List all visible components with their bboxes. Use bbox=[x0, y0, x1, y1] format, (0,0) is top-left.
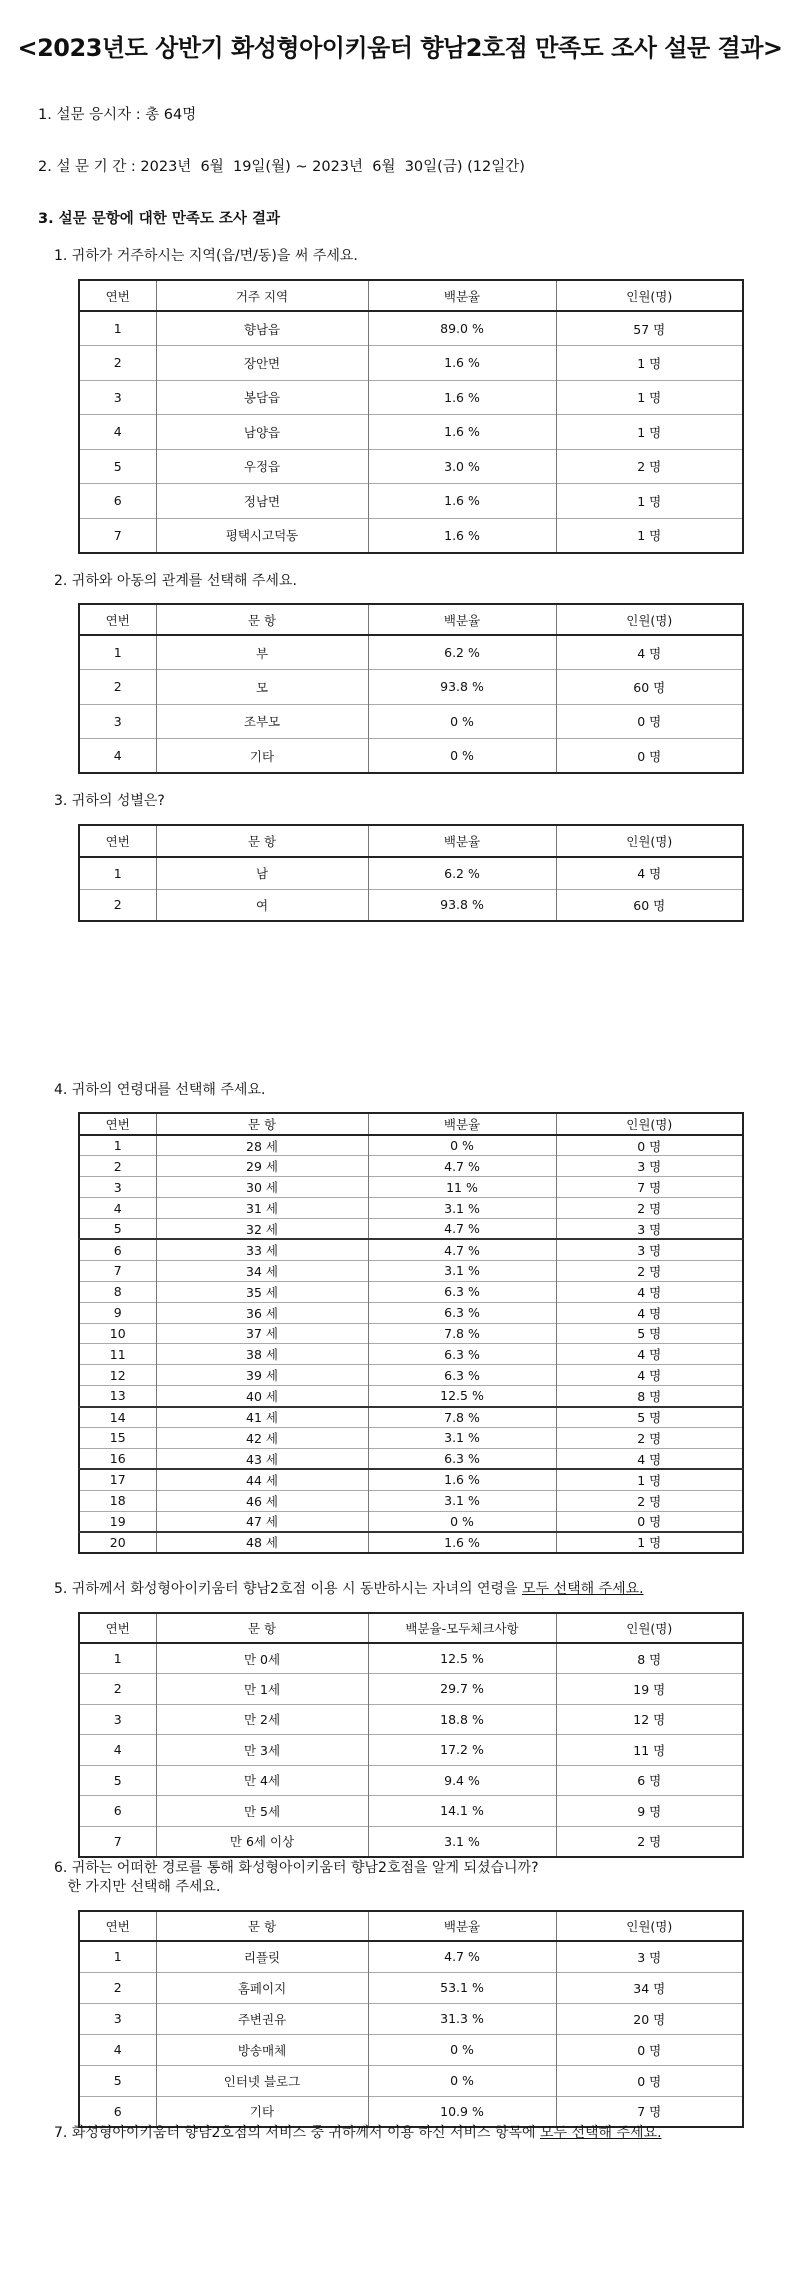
count-cell: 6 명 bbox=[556, 1765, 743, 1796]
column-header: 연번 bbox=[79, 1613, 156, 1643]
count-cell: 4 명 bbox=[556, 635, 743, 670]
period-line: 2. 설 문 기 간 : 2023년 6월 19일(월) ~ 2023년 6월 30일(금) (12일간) bbox=[38, 159, 525, 175]
count-cell: 9 명 bbox=[556, 1796, 743, 1827]
row-number-cell: 7 bbox=[113, 1263, 122, 1279]
item-cell: 기타 bbox=[156, 2096, 368, 2127]
row-number-cell: 16 bbox=[109, 1451, 126, 1467]
item-cell: 만 5세 bbox=[156, 1796, 368, 1827]
count-cell: 4 명 bbox=[556, 1302, 743, 1323]
column-header: 백분율 bbox=[368, 825, 556, 857]
item-cell: 42 세 bbox=[156, 1427, 368, 1448]
question-6 bbox=[54, 1859, 539, 1897]
count-cell: 2 명 bbox=[556, 1260, 743, 1281]
percent-cell: 12.5 % bbox=[368, 1643, 556, 1674]
percent-cell: 6.2 % bbox=[368, 857, 556, 889]
row-number-cell: 20 bbox=[109, 1534, 126, 1550]
item-cell: 남양읍 bbox=[156, 415, 368, 450]
table-row bbox=[79, 380, 743, 415]
table-row bbox=[79, 346, 743, 381]
count-cell: 1 명 bbox=[556, 518, 743, 553]
row-number-cell: 3 bbox=[113, 389, 122, 405]
row-number-cell: 4 bbox=[113, 1742, 122, 1758]
percent-cell: 6.3 % bbox=[368, 1344, 556, 1365]
row-number-cell: 2 bbox=[113, 679, 122, 695]
percent-cell: 10.9 % bbox=[368, 2096, 556, 2127]
child-age-table bbox=[78, 1612, 744, 1858]
row-number-cell: 5 bbox=[113, 458, 122, 474]
percent-cell: 6.3 % bbox=[368, 1302, 556, 1323]
count-cell: 1 명 bbox=[556, 1469, 743, 1490]
table-row bbox=[79, 415, 743, 450]
percent-cell: 93.8 % bbox=[368, 670, 556, 705]
row-number-cell: 1 bbox=[113, 645, 122, 660]
row-number-cell: 1 bbox=[113, 865, 122, 881]
question-4: 4. 귀하의 연령대를 선택해 주세요. bbox=[54, 1082, 266, 1098]
relation-table bbox=[78, 603, 744, 774]
item-cell: 41 세 bbox=[156, 1407, 368, 1428]
percent-cell: 1.6 % bbox=[368, 518, 556, 553]
row-number-cell: 3 bbox=[113, 1179, 122, 1195]
table-row bbox=[79, 1643, 743, 1674]
row-number-cell: 19 bbox=[109, 1513, 126, 1529]
percent-cell: 9.4 % bbox=[368, 1765, 556, 1796]
item-cell: 46 세 bbox=[156, 1490, 368, 1511]
question-7-emphasis: 모두 선택해 주세요. bbox=[540, 2125, 662, 2141]
count-cell: 34 명 bbox=[556, 1972, 743, 2003]
column-header: 연번 bbox=[79, 1911, 156, 1941]
count-cell: 57 명 bbox=[556, 311, 743, 346]
row-number-cell: 4 bbox=[113, 1200, 122, 1216]
table-row bbox=[79, 1674, 743, 1705]
row-number-cell: 18 bbox=[109, 1493, 126, 1509]
count-cell: 19 명 bbox=[556, 1674, 743, 1705]
table-row bbox=[79, 1281, 743, 1302]
count-cell: 3 명 bbox=[556, 1219, 743, 1240]
gender-table bbox=[78, 824, 744, 922]
question-5-text: 5. 귀하께서 화성형아이키움터 향남2호점 이용 시 동반하시는 자녀의 연령을 bbox=[54, 1581, 523, 1597]
item-cell: 부 bbox=[156, 635, 368, 670]
table-row bbox=[79, 1972, 743, 2003]
count-cell: 1 명 bbox=[556, 346, 743, 381]
respondents-line: 1. 설문 응시자 : 총 64명 bbox=[38, 107, 197, 123]
column-header: 백분율-모두체크사항 bbox=[368, 1613, 556, 1643]
item-cell: 주변권유 bbox=[156, 2003, 368, 2034]
row-number-cell: 2 bbox=[113, 1158, 122, 1174]
table-row bbox=[79, 1826, 743, 1857]
item-cell: 방송매체 bbox=[156, 2034, 368, 2065]
column-header: 백분율 bbox=[368, 604, 556, 635]
count-cell: 0 명 bbox=[556, 739, 743, 774]
table-row bbox=[79, 1511, 743, 1532]
percent-cell: 3.1 % bbox=[368, 1490, 556, 1511]
question-5 bbox=[54, 1580, 644, 1599]
column-header: 문 항 bbox=[156, 825, 368, 857]
row-number-cell: 4 bbox=[113, 2042, 122, 2057]
table-row bbox=[79, 1156, 743, 1177]
table-row bbox=[79, 739, 743, 774]
item-cell: 평택시고덕동 bbox=[156, 518, 368, 553]
row-number-cell: 2 bbox=[113, 1681, 122, 1697]
table-row bbox=[79, 449, 743, 484]
column-header: 거주 지역 bbox=[156, 280, 368, 311]
row-number-cell: 1 bbox=[113, 1949, 122, 1965]
item-cell: 봉담읍 bbox=[156, 380, 368, 415]
percent-cell: 0 % bbox=[368, 739, 556, 774]
count-cell: 4 명 bbox=[556, 857, 743, 889]
item-cell: 29 세 bbox=[156, 1156, 368, 1177]
item-cell: 기타 bbox=[156, 739, 368, 774]
item-cell: 43 세 bbox=[156, 1448, 368, 1469]
item-cell: 만 3세 bbox=[156, 1735, 368, 1766]
row-number-cell: 2 bbox=[113, 355, 122, 371]
table-header-row bbox=[79, 280, 743, 311]
item-cell: 35 세 bbox=[156, 1281, 368, 1302]
table-row bbox=[79, 1427, 743, 1448]
column-header: 인원(명) bbox=[556, 1911, 743, 1941]
row-number-cell: 4 bbox=[113, 424, 122, 440]
table-header-row bbox=[79, 1113, 743, 1135]
count-cell: 20 명 bbox=[556, 2003, 743, 2034]
region-table bbox=[78, 279, 744, 554]
document-title: <2023년도 상반기 화성형아이키움터 향남2호점 만족도 조사 설문 결과> bbox=[17, 34, 783, 62]
row-number-cell: 3 bbox=[113, 1711, 122, 1727]
row-number-cell: 12 bbox=[109, 1367, 126, 1383]
row-number-cell: 6 bbox=[113, 1803, 122, 1819]
question-7-text: 7. 화성형아이키움터 향남2호점의 서비스 중 귀하께서 이용 하신 서비스 항목에 bbox=[54, 2125, 541, 2141]
item-cell: 만 0세 bbox=[156, 1643, 368, 1674]
table-row bbox=[79, 704, 743, 739]
percent-cell: 4.7 % bbox=[368, 1219, 556, 1240]
column-header: 연번 bbox=[79, 825, 156, 857]
question-6-line-2: 한 가지만 선택해 주세요. bbox=[54, 1879, 221, 1895]
count-cell: 5 명 bbox=[556, 1323, 743, 1344]
table-row bbox=[79, 1302, 743, 1323]
row-number-cell: 8 bbox=[113, 1284, 122, 1300]
count-cell: 0 명 bbox=[556, 1135, 743, 1156]
count-cell: 7 명 bbox=[556, 2096, 743, 2127]
percent-cell: 89.0 % bbox=[368, 311, 556, 346]
count-cell: 7 명 bbox=[556, 1177, 743, 1198]
percent-cell: 1.6 % bbox=[368, 415, 556, 450]
percent-cell: 1.6 % bbox=[368, 380, 556, 415]
item-cell: 만 2세 bbox=[156, 1704, 368, 1735]
item-cell: 모 bbox=[156, 670, 368, 705]
column-header: 인원(명) bbox=[556, 280, 743, 311]
column-header: 백분율 bbox=[368, 280, 556, 311]
count-cell: 1 명 bbox=[556, 484, 743, 519]
item-cell: 36 세 bbox=[156, 1302, 368, 1323]
count-cell: 4 명 bbox=[556, 1448, 743, 1469]
column-header: 백분율 bbox=[368, 1911, 556, 1941]
item-cell: 28 세 bbox=[156, 1135, 368, 1156]
question-2: 2. 귀하와 아동의 관계를 선택해 주세요. bbox=[54, 573, 297, 589]
question-3: 3. 귀하의 성별은? bbox=[54, 793, 165, 809]
age-table bbox=[78, 1112, 744, 1554]
percent-cell: 1.6 % bbox=[368, 346, 556, 381]
column-header: 문 항 bbox=[156, 1113, 368, 1135]
count-cell: 12 명 bbox=[556, 1704, 743, 1735]
table-header-row bbox=[79, 1613, 743, 1643]
table-row bbox=[79, 1941, 743, 1972]
count-cell: 2 명 bbox=[556, 1490, 743, 1511]
percent-cell: 0 % bbox=[368, 2034, 556, 2065]
item-cell: 44 세 bbox=[156, 1469, 368, 1490]
count-cell: 2 명 bbox=[556, 449, 743, 484]
column-header: 인원(명) bbox=[556, 1113, 743, 1135]
count-cell: 1 명 bbox=[556, 1532, 743, 1553]
question-6-line-1: 6. 귀하는 어떠한 경로를 통해 화성형아이키움터 향남2호점을 알게 되셨습니까? bbox=[54, 1860, 539, 1876]
column-header: 문 항 bbox=[156, 604, 368, 635]
item-cell: 38 세 bbox=[156, 1344, 368, 1365]
row-number-cell: 1 bbox=[113, 1651, 122, 1666]
row-number-cell: 10 bbox=[109, 1325, 126, 1341]
percent-cell: 6.2 % bbox=[368, 635, 556, 670]
table-row bbox=[79, 1177, 743, 1198]
percent-cell: 29.7 % bbox=[368, 1674, 556, 1705]
row-number-cell: 9 bbox=[113, 1305, 122, 1321]
row-number-cell: 5 bbox=[113, 1772, 122, 1788]
table-row bbox=[79, 1735, 743, 1766]
count-cell: 3 명 bbox=[556, 1239, 743, 1260]
table-row bbox=[79, 518, 743, 553]
percent-cell: 0 % bbox=[368, 1135, 556, 1156]
count-cell: 5 명 bbox=[556, 1407, 743, 1428]
column-header: 연번 bbox=[79, 1113, 156, 1135]
table-row bbox=[79, 1704, 743, 1735]
count-cell: 0 명 bbox=[556, 2065, 743, 2096]
row-number-cell: 7 bbox=[113, 527, 122, 543]
percent-cell: 3.0 % bbox=[368, 449, 556, 484]
table-row bbox=[79, 1532, 743, 1553]
table-row bbox=[79, 1765, 743, 1796]
percent-cell: 12.5 % bbox=[368, 1386, 556, 1407]
count-cell: 1 명 bbox=[556, 415, 743, 450]
percent-cell: 6.3 % bbox=[368, 1281, 556, 1302]
percent-cell: 7.8 % bbox=[368, 1323, 556, 1344]
table-row bbox=[79, 2003, 743, 2034]
percent-cell: 0 % bbox=[368, 2065, 556, 2096]
item-cell: 향남읍 bbox=[156, 311, 368, 346]
row-number-cell: 15 bbox=[109, 1430, 126, 1446]
percent-cell: 18.8 % bbox=[368, 1704, 556, 1735]
count-cell: 11 명 bbox=[556, 1735, 743, 1766]
item-cell: 리플릿 bbox=[156, 1941, 368, 1972]
row-number-cell: 2 bbox=[113, 897, 122, 913]
count-cell: 4 명 bbox=[556, 1281, 743, 1302]
percent-cell: 1.6 % bbox=[368, 484, 556, 519]
item-cell: 48 세 bbox=[156, 1532, 368, 1553]
row-number-cell: 1 bbox=[113, 1138, 122, 1154]
channel-table bbox=[78, 1910, 744, 2128]
row-number-cell: 3 bbox=[113, 2011, 122, 2026]
row-number-cell: 7 bbox=[113, 1833, 122, 1849]
table-row bbox=[79, 1323, 743, 1344]
item-cell: 여 bbox=[156, 889, 368, 921]
item-cell: 만 1세 bbox=[156, 1674, 368, 1705]
percent-cell: 3.1 % bbox=[368, 1826, 556, 1857]
table-row bbox=[79, 311, 743, 346]
table-row bbox=[79, 1469, 743, 1490]
item-cell: 조부모 bbox=[156, 704, 368, 739]
item-cell: 정남면 bbox=[156, 484, 368, 519]
count-cell: 3 명 bbox=[556, 1156, 743, 1177]
table-row bbox=[79, 2065, 743, 2096]
percent-cell: 0 % bbox=[368, 1511, 556, 1532]
table-row bbox=[79, 635, 743, 670]
percent-cell: 53.1 % bbox=[368, 1972, 556, 2003]
item-cell: 만 6세 이상 bbox=[156, 1826, 368, 1857]
count-cell: 0 명 bbox=[556, 1511, 743, 1532]
row-number-cell: 6 bbox=[113, 2103, 122, 2119]
count-cell: 4 명 bbox=[556, 1365, 743, 1386]
percent-cell: 31.3 % bbox=[368, 2003, 556, 2034]
count-cell: 4 명 bbox=[556, 1344, 743, 1365]
percent-cell: 4.7 % bbox=[368, 1156, 556, 1177]
table-row bbox=[79, 857, 743, 889]
table-row bbox=[79, 1796, 743, 1827]
table-row bbox=[79, 2096, 743, 2127]
item-cell: 40 세 bbox=[156, 1386, 368, 1407]
count-cell: 60 명 bbox=[556, 670, 743, 705]
count-cell: 2 명 bbox=[556, 1427, 743, 1448]
column-header: 인원(명) bbox=[556, 1613, 743, 1643]
table-row bbox=[79, 1386, 743, 1407]
results-heading: 3. 설문 문항에 대한 만족도 조사 결과 bbox=[38, 211, 280, 227]
row-number-cell: 17 bbox=[109, 1472, 126, 1488]
item-cell: 34 세 bbox=[156, 1260, 368, 1281]
row-number-cell: 6 bbox=[113, 1242, 122, 1258]
row-number-cell: 5 bbox=[113, 1221, 122, 1237]
item-cell: 33 세 bbox=[156, 1239, 368, 1260]
row-number-cell: 11 bbox=[109, 1346, 126, 1362]
table-header-row bbox=[79, 604, 743, 635]
column-header: 문 항 bbox=[156, 1613, 368, 1643]
percent-cell: 4.7 % bbox=[368, 1239, 556, 1260]
row-number-cell: 14 bbox=[109, 1409, 126, 1425]
percent-cell: 3.1 % bbox=[368, 1427, 556, 1448]
count-cell: 3 명 bbox=[556, 1941, 743, 1972]
item-cell: 32 세 bbox=[156, 1219, 368, 1240]
row-number-cell: 13 bbox=[109, 1388, 126, 1404]
count-cell: 2 명 bbox=[556, 1198, 743, 1219]
count-cell: 8 명 bbox=[556, 1386, 743, 1407]
table-row bbox=[79, 1135, 743, 1156]
table-row bbox=[79, 670, 743, 705]
table-row bbox=[79, 1490, 743, 1511]
column-header: 인원(명) bbox=[556, 825, 743, 857]
count-cell: 2 명 bbox=[556, 1826, 743, 1857]
column-header: 연번 bbox=[79, 604, 156, 635]
percent-cell: 93.8 % bbox=[368, 889, 556, 921]
item-cell: 우정읍 bbox=[156, 449, 368, 484]
column-header: 문 항 bbox=[156, 1911, 368, 1941]
question-1: 1. 귀하가 거주하시는 지역(읍/면/동)을 써 주세요. bbox=[54, 248, 358, 264]
percent-cell: 17.2 % bbox=[368, 1735, 556, 1766]
item-cell: 31 세 bbox=[156, 1198, 368, 1219]
item-cell: 30 세 bbox=[156, 1177, 368, 1198]
percent-cell: 1.6 % bbox=[368, 1532, 556, 1553]
question-5-emphasis: 모두 선택해 주세요. bbox=[522, 1581, 644, 1597]
percent-cell: 3.1 % bbox=[368, 1198, 556, 1219]
percent-cell: 3.1 % bbox=[368, 1260, 556, 1281]
percent-cell: 6.3 % bbox=[368, 1365, 556, 1386]
item-cell: 47 세 bbox=[156, 1511, 368, 1532]
column-header: 인원(명) bbox=[556, 604, 743, 635]
table-row bbox=[79, 889, 743, 921]
item-cell: 39 세 bbox=[156, 1365, 368, 1386]
table-row bbox=[79, 1260, 743, 1281]
row-number-cell: 2 bbox=[113, 1980, 122, 1995]
table-row bbox=[79, 484, 743, 519]
percent-cell: 0 % bbox=[368, 704, 556, 739]
item-cell: 남 bbox=[156, 857, 368, 889]
row-number-cell: 4 bbox=[113, 748, 122, 763]
percent-cell: 4.7 % bbox=[368, 1941, 556, 1972]
item-cell: 37 세 bbox=[156, 1323, 368, 1344]
count-cell: 8 명 bbox=[556, 1643, 743, 1674]
row-number-cell: 5 bbox=[113, 2073, 122, 2088]
table-row bbox=[79, 1407, 743, 1428]
item-cell: 인터넷 블로그 bbox=[156, 2065, 368, 2096]
column-header: 백분율 bbox=[368, 1113, 556, 1135]
count-cell: 0 명 bbox=[556, 704, 743, 739]
row-number-cell: 1 bbox=[113, 321, 122, 336]
row-number-cell: 6 bbox=[113, 493, 122, 509]
table-header-row bbox=[79, 1911, 743, 1941]
item-cell: 장안면 bbox=[156, 346, 368, 381]
row-number-cell: 3 bbox=[113, 713, 122, 729]
question-7 bbox=[54, 2124, 662, 2143]
item-cell: 홈페이지 bbox=[156, 1972, 368, 2003]
table-row bbox=[79, 1219, 743, 1240]
percent-cell: 1.6 % bbox=[368, 1469, 556, 1490]
column-header: 연번 bbox=[79, 280, 156, 311]
table-row bbox=[79, 1198, 743, 1219]
item-cell: 만 4세 bbox=[156, 1765, 368, 1796]
percent-cell: 11 % bbox=[368, 1177, 556, 1198]
count-cell: 0 명 bbox=[556, 2034, 743, 2065]
table-row bbox=[79, 1239, 743, 1260]
table-header-row bbox=[79, 825, 743, 857]
percent-cell: 14.1 % bbox=[368, 1796, 556, 1827]
table-row bbox=[79, 1344, 743, 1365]
table-row bbox=[79, 2034, 743, 2065]
count-cell: 60 명 bbox=[556, 889, 743, 921]
count-cell: 1 명 bbox=[556, 380, 743, 415]
percent-cell: 6.3 % bbox=[368, 1448, 556, 1469]
table-row bbox=[79, 1448, 743, 1469]
table-row bbox=[79, 1365, 743, 1386]
percent-cell: 7.8 % bbox=[368, 1407, 556, 1428]
